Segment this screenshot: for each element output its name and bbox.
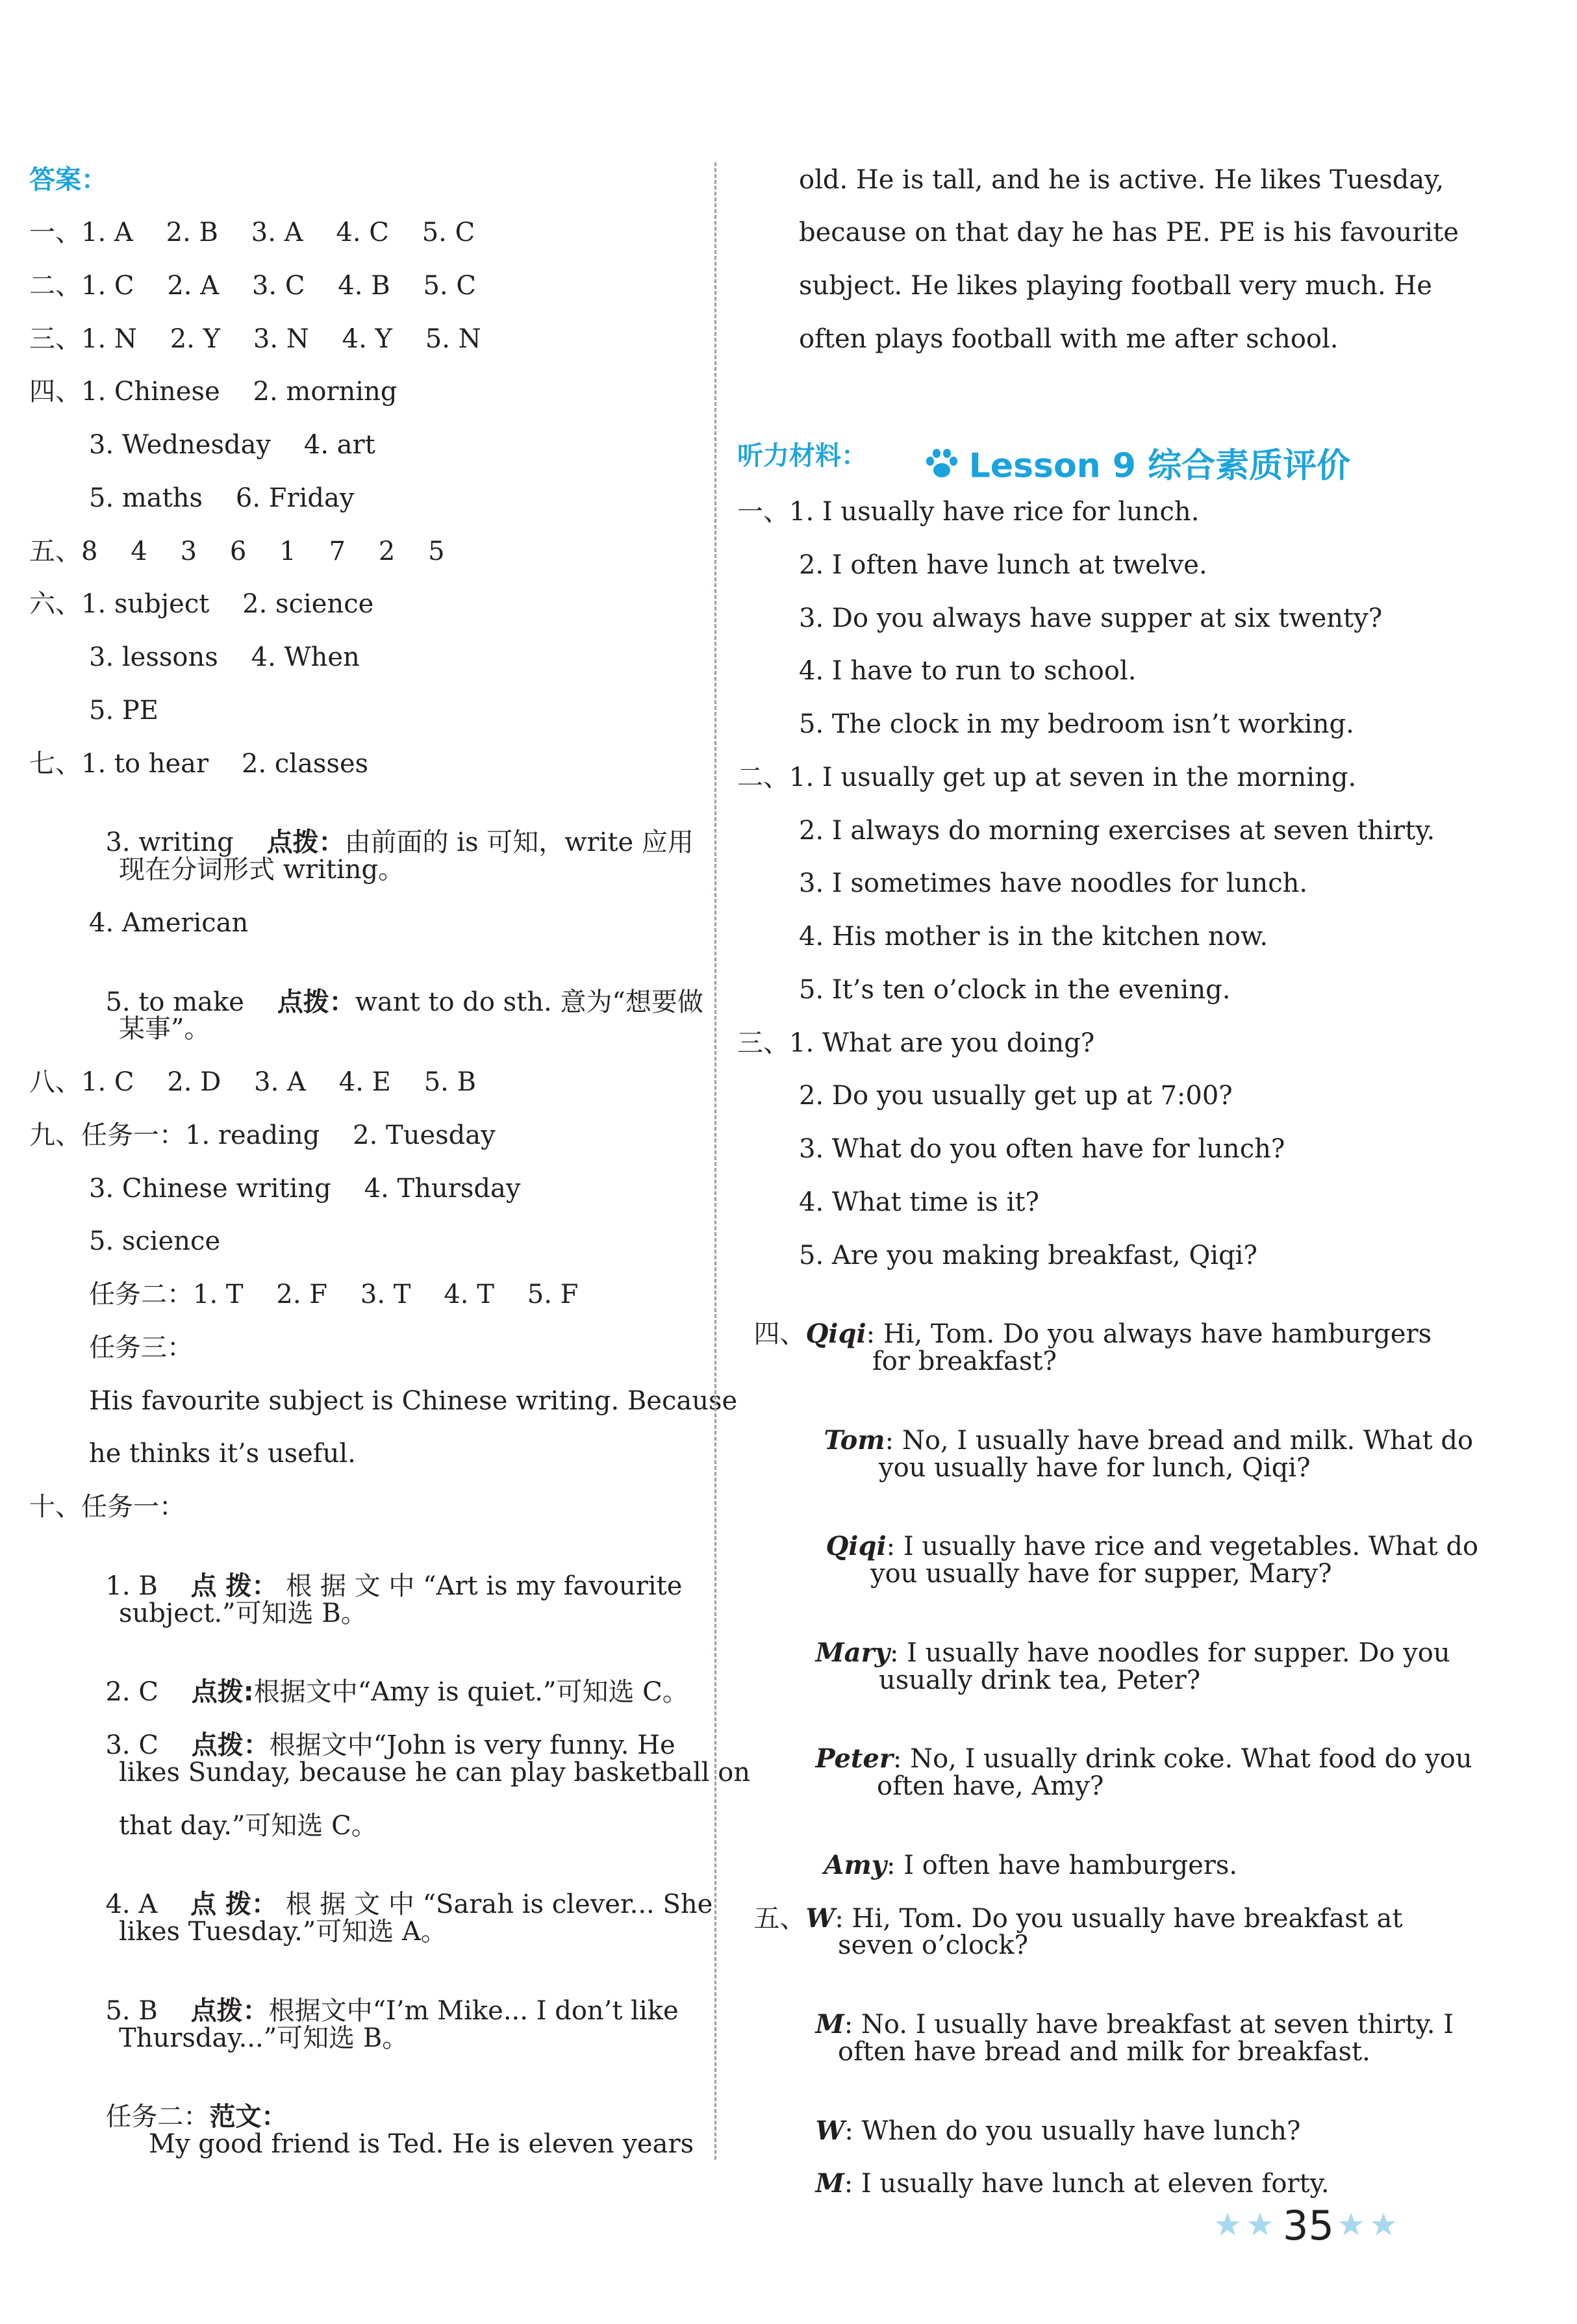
answer-line: 3. lessons 4. When bbox=[89, 642, 360, 672]
hint-label: 点拨： bbox=[191, 1730, 270, 1760]
answer-text: 3. writing bbox=[105, 827, 234, 857]
dialogue-line: usually drink tea, Peter? bbox=[879, 1665, 1201, 1695]
answer-line: 二、1. C 2. A 3. C 4. B 5. C bbox=[29, 271, 476, 301]
dialogue-line: seven o’clock? bbox=[838, 1930, 1029, 1960]
speaker-name: Mary bbox=[815, 1637, 890, 1668]
text-line: 4. His mother is in the kitchen now. bbox=[799, 922, 1268, 952]
sample-label: 范文： bbox=[209, 2102, 288, 2132]
answer-line bbox=[89, 803, 694, 855]
answer-text: 5. to make bbox=[105, 987, 244, 1017]
speaker-name: M bbox=[815, 2009, 844, 2040]
hint-text: want to do sth. 意为“想要做 bbox=[355, 987, 703, 1017]
text-line: 5. It’s ten o’clock in the evening. bbox=[799, 975, 1231, 1005]
answer-line bbox=[89, 1865, 713, 1917]
star-icon bbox=[1338, 2212, 1364, 2238]
hint-text: 根据文中“Amy is quiet.”可知选 C。 bbox=[253, 1677, 688, 1707]
dialogue-text: : When do you usually have lunch? bbox=[844, 2116, 1301, 2146]
speaker-name: Qiqi bbox=[805, 1319, 866, 1349]
dialogue-line: often have bread and milk for breakfast. bbox=[838, 2037, 1370, 2067]
hint-text: 根据文中“I’m Mike... I don’t like bbox=[268, 1996, 679, 2026]
dialogue-line: often have, Amy? bbox=[877, 1771, 1104, 1801]
section-number: 五、 bbox=[753, 1904, 806, 1934]
hint-label: 点拨： bbox=[266, 827, 345, 857]
dialogue-line: for breakfast? bbox=[872, 1346, 1057, 1376]
answer-line bbox=[89, 1653, 688, 1705]
answer-line: 5. science bbox=[89, 1226, 221, 1256]
hint-text: 根 据 文 中 “Art is my favourite bbox=[286, 1571, 683, 1601]
answer-line: 3. Chinese writing 4. Thursday bbox=[89, 1174, 521, 1204]
dialogue-text: : No, I usually drink coke. What food do you bbox=[892, 1744, 1472, 1774]
hint-label: 点拨: bbox=[191, 1677, 254, 1707]
star-icon bbox=[1247, 2212, 1273, 2238]
answer-line: 五、8 4 3 6 1 7 2 5 bbox=[29, 537, 445, 566]
text-line: 3. I sometimes have noodles for lunch. bbox=[799, 868, 1308, 898]
answer-text: 5. B bbox=[105, 1996, 158, 2026]
text-line: often plays football with me after school. bbox=[799, 324, 1339, 354]
answer-line: 六、1. subject 2. science bbox=[29, 589, 374, 619]
listening-heading: 听力材料： bbox=[737, 441, 867, 471]
hint-text: 根据文中“John is very funny. He bbox=[269, 1730, 675, 1760]
answer-line: 七、1. to hear 2. classes bbox=[29, 749, 369, 779]
speaker-name: Amy bbox=[824, 1850, 887, 1880]
answer-line bbox=[89, 1547, 682, 1599]
speaker-name: W bbox=[815, 2116, 845, 2146]
speaker-name: Qiqi bbox=[826, 1531, 887, 1561]
answer-line: 3. Wednesday 4. art bbox=[89, 430, 375, 460]
text-line: 3. Do you always have supper at six twenty? bbox=[799, 603, 1383, 633]
dialogue-text: : I usually have lunch at eleven forty. bbox=[844, 2169, 1330, 2199]
dialogue-line bbox=[737, 1880, 1402, 1932]
hint-text: 由前面的 is 可知，write 应用 bbox=[344, 827, 694, 857]
speaker-name: Peter bbox=[815, 1743, 893, 1774]
answer-line: 现在分词形式 writing。 bbox=[119, 855, 405, 885]
dialogue-text: : I usually have noodles for supper. Do you bbox=[889, 1638, 1450, 1668]
answer-line: subject.”可知选 B。 bbox=[119, 1598, 367, 1628]
answers-heading: 答案： bbox=[29, 165, 107, 195]
answer-line: My good friend is Ted. He is eleven years bbox=[149, 2129, 694, 2159]
text-line: 2. I always do morning exercises at seven thirty. bbox=[799, 816, 1435, 846]
dialogue-line bbox=[799, 2145, 1330, 2197]
answer-text: 4. A bbox=[105, 1889, 158, 1919]
text-line: 2. I often have lunch at twelve. bbox=[799, 550, 1207, 580]
dialogue-line bbox=[799, 1986, 1454, 2038]
hint-label: 点拨： bbox=[190, 1996, 269, 2026]
answer-text: 2. C bbox=[105, 1677, 158, 1707]
dialogue-text: : No, I usually have bread and milk. What do bbox=[885, 1426, 1474, 1456]
speaker-name: Tom bbox=[824, 1425, 885, 1456]
answer-line: likes Tuesday.”可知选 A。 bbox=[119, 1917, 447, 1947]
speaker-name: M bbox=[815, 2168, 844, 2199]
dialogue-text: : No. I usually have breakfast at seven thirty. I bbox=[844, 2010, 1454, 2040]
answer-line: likes Sunday, because he can play basketball on bbox=[119, 1758, 751, 1787]
answer-line bbox=[89, 2078, 287, 2130]
answer-line: 四、1. Chinese 2. morning bbox=[29, 377, 397, 407]
text-line: 5. Are you making breakfast, Qiqi? bbox=[799, 1241, 1257, 1270]
text-line: subject. He likes playing football very much. He bbox=[799, 271, 1432, 301]
text-line: 4. What time is it? bbox=[799, 1187, 1039, 1217]
star-icon bbox=[1370, 2212, 1396, 2238]
answer-line bbox=[89, 963, 703, 1015]
answer-line bbox=[89, 1972, 679, 2024]
text-line: because on that day he has PE. PE is his favourite bbox=[799, 218, 1459, 247]
dialogue-text: : Hi, Tom. Do you usually have breakfast at bbox=[835, 1904, 1403, 1934]
hint-label: 点 拨： bbox=[190, 1889, 277, 1919]
star-icon bbox=[1215, 2212, 1241, 2238]
lesson-title-text: Lesson 9 综合素质评价 bbox=[968, 446, 1351, 486]
answer-line bbox=[89, 1706, 675, 1758]
text-line: 4. I have to run to school. bbox=[799, 656, 1137, 686]
dialogue-line: you usually have for supper, Mary? bbox=[870, 1559, 1332, 1589]
answer-line: 5. PE bbox=[89, 696, 158, 726]
answer-text: 1. B bbox=[105, 1571, 158, 1601]
dialogue-text: : Hi, Tom. Do you always have hamburgers bbox=[866, 1319, 1432, 1349]
text-line: 2. Do you usually get up at 7:00? bbox=[799, 1081, 1233, 1111]
dialogue-line bbox=[737, 1295, 1432, 1347]
dialogue-line bbox=[807, 1826, 1237, 1878]
answer-line: 5. maths 6. Friday bbox=[89, 483, 355, 513]
dialogue-line bbox=[807, 1402, 1473, 1454]
text-line: 二、1. I usually get up at seven in the morning. bbox=[737, 763, 1357, 792]
hint-label: 点拨： bbox=[277, 987, 355, 1017]
answer-line: 十、任务一： bbox=[29, 1492, 185, 1522]
dialogue-line: you usually have for lunch, Qiqi? bbox=[879, 1453, 1311, 1483]
answer-line: 4. American bbox=[89, 908, 249, 938]
dialogue-line bbox=[799, 2092, 1300, 2144]
speaker-name: W bbox=[805, 1903, 835, 1934]
text-line: 3. What do you often have for lunch? bbox=[799, 1134, 1285, 1164]
column-divider bbox=[714, 162, 716, 2160]
answer-line: His favourite subject is Chinese writing. Because bbox=[89, 1386, 738, 1416]
hint-text: 根 据 文 中 “Sarah is clever... She bbox=[285, 1889, 713, 1919]
answer-line: 九、任务一：1. reading 2. Tuesday bbox=[29, 1120, 496, 1150]
answer-line: he thinks it’s useful. bbox=[89, 1439, 356, 1469]
dialogue-text: : I usually have rice and vegetables. What do bbox=[886, 1532, 1479, 1561]
dialogue-line bbox=[809, 1508, 1478, 1560]
answer-text: 3. C bbox=[105, 1730, 158, 1760]
answer-line: 八、1. C 2. D 3. A 4. E 5. B bbox=[29, 1067, 476, 1097]
answer-line: 任务二：1. T 2. F 3. T 4. T 5. F bbox=[89, 1280, 579, 1309]
answer-line: that day.”可知选 C。 bbox=[119, 1811, 377, 1841]
page-number: 35 bbox=[1283, 2202, 1334, 2249]
section-number: 四、 bbox=[753, 1319, 806, 1349]
answer-line: 一、1. A 2. B 3. A 4. C 5. C bbox=[29, 218, 475, 247]
task-label: 任务二： bbox=[105, 2102, 210, 2132]
answer-line: 某事”。 bbox=[119, 1014, 210, 1044]
dialogue-line bbox=[799, 1720, 1472, 1772]
answer-line: Thursday...”可知选 B。 bbox=[119, 2023, 409, 2053]
text-line: old. He is tall, and he is active. He likes Tuesday, bbox=[799, 165, 1445, 195]
answer-line: 三、1. N 2. Y 3. N 4. Y 5. N bbox=[29, 324, 481, 354]
answer-line: 任务三： bbox=[89, 1333, 193, 1363]
text-line: 一、1. I usually have rice for lunch. bbox=[737, 497, 1200, 527]
text-line: 三、1. What are you doing? bbox=[737, 1028, 1095, 1058]
text-line: 5. The clock in my bedroom isn’t working. bbox=[799, 709, 1354, 739]
hint-label: 点 拨： bbox=[190, 1571, 278, 1601]
dialogue-text: : I often have hamburgers. bbox=[887, 1850, 1238, 1880]
dialogue-line bbox=[799, 1614, 1450, 1666]
